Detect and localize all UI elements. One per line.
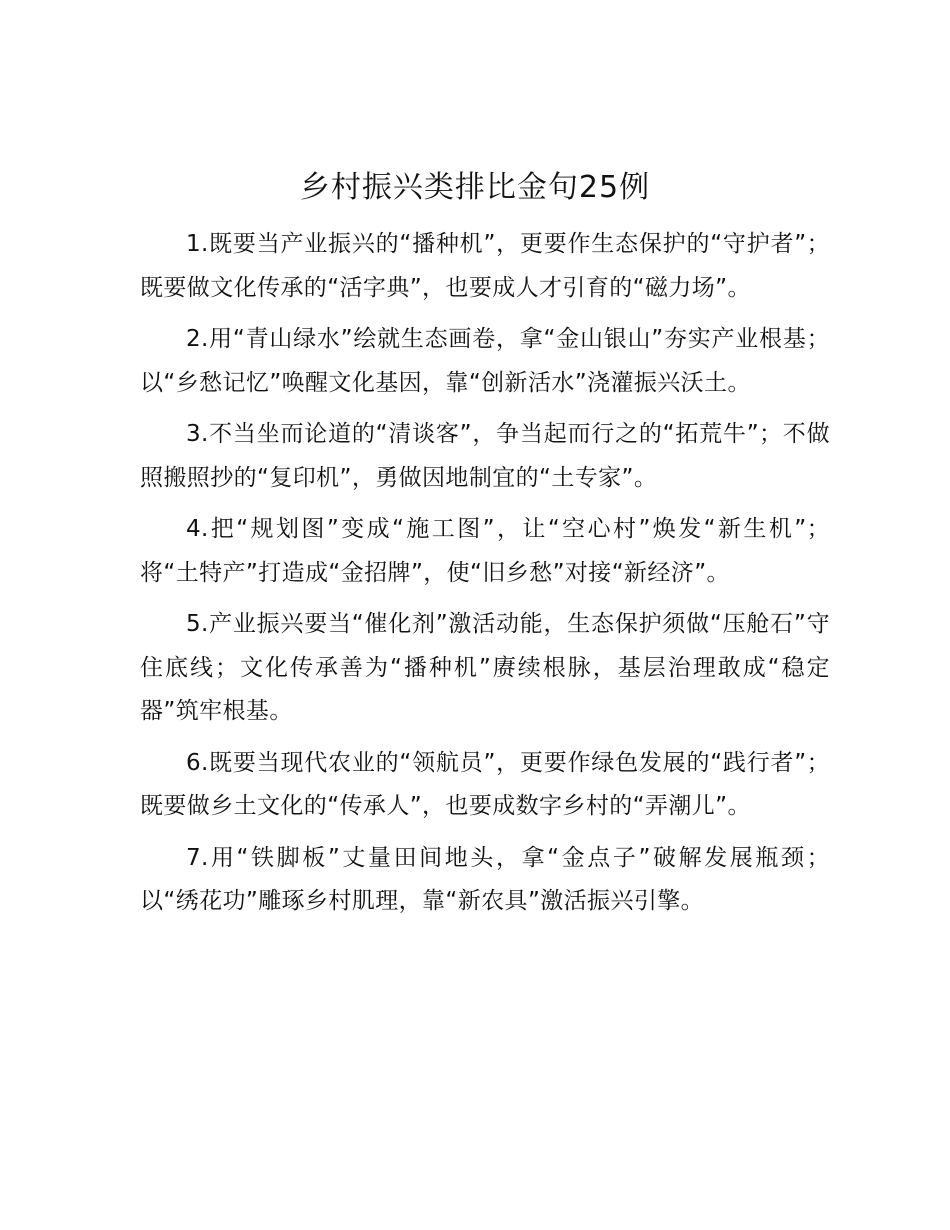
paragraph-7: 7.用“铁脚板”丈量田间地头，拿“金点子”破解发展瓶颈；以“绣花功”雕琢乡村肌理，靠“新农具”激活振兴引擎。 xyxy=(140,844,830,914)
paragraph-3: 3.不当坐而论道的“清谈客”，争当起而行之的“拓荒牛”；不做照搬照抄的“复印机”，勇做因地制宜的“土专家”。 xyxy=(140,421,830,491)
paragraph-5: 5.产业振兴要当“催化剂”激活动能，生态保护须做“压舱石”守住底线；文化传承善为“播种机”赓续根脉，基层治理敢成“稳定器”筑牢根基。 xyxy=(140,611,830,724)
document-body xyxy=(140,223,830,932)
paragraph-4: 4.把“规划图”变成“施工图”，让“空心村”焕发“新生机”；将“土特产”打造成“金招牌”，使“旧乡愁”对接“新经济”。 xyxy=(140,516,830,586)
paragraph-1: 1.既要当产业振兴的“播种机”，更要作生态保护的“守护者”；既要做文化传承的“活字典”，也要成人才引育的“磁力场”。 xyxy=(140,231,830,301)
document-title: 乡村振兴类排比金句25例 xyxy=(299,170,651,205)
paragraph-2: 2.用“青山绿水”绘就生态画卷，拿“金山银山”夯实产业根基；以“乡愁记忆”唤醒文化基因，靠“创新活水”浇灌振兴沃土。 xyxy=(140,326,830,396)
paragraph-6: 6.既要当现代农业的“领航员”，更要作绿色发展的“践行者”；既要做乡土文化的“传承人”，也要成数字乡村的“弄潮儿”。 xyxy=(140,749,830,819)
